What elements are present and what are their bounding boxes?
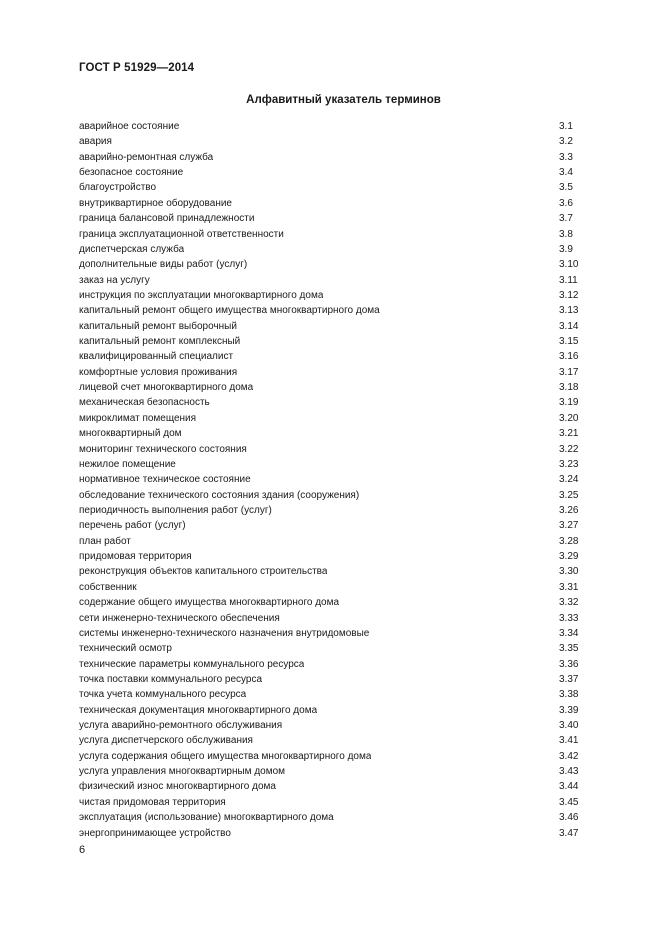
term-text: услуга диспетчерского обслуживания <box>79 735 253 747</box>
term-index-row <box>79 119 583 134</box>
term-text: внутриквартирное оборудование <box>79 197 232 209</box>
term-index-row <box>79 488 583 503</box>
term-text: благоустройство <box>79 182 157 194</box>
term-index-row <box>79 810 583 825</box>
term-text: дополнительные виды работ (услуг) <box>79 259 248 271</box>
term-text: реконструкция объектов капитального строительства <box>79 566 328 578</box>
term-text: механическая безопасность <box>79 397 210 409</box>
term-section-ref: 3.19 <box>559 397 579 409</box>
term-text: капитальный ремонт комплексный <box>79 336 241 348</box>
term-text: системы инженерно-технического назначения внутридомовые <box>79 627 370 639</box>
term-index-row <box>79 503 583 518</box>
index-title: Алфавитный указатель терминов <box>246 94 441 106</box>
term-index-row <box>79 242 583 257</box>
term-index-row <box>79 134 583 149</box>
term-section-ref: 3.36 <box>559 658 579 670</box>
term-text: технический осмотр <box>79 643 172 655</box>
term-index-list <box>79 119 583 841</box>
term-text: перечень работ (услуг) <box>79 520 186 532</box>
page-number: 6 <box>79 844 86 856</box>
term-text: инструкция по эксплуатации многоквартирного дома <box>79 289 324 301</box>
term-index-row <box>79 150 583 165</box>
term-section-ref: 3.17 <box>559 366 579 378</box>
term-text: содержание общего имущества многоквартирного дома <box>79 597 340 609</box>
term-index-row <box>79 288 583 303</box>
term-section-ref: 3.23 <box>559 458 579 470</box>
term-section-ref: 3.4 <box>559 167 573 179</box>
term-section-ref: 3.30 <box>559 566 579 578</box>
term-text: капитальный ремонт общего имущества многоквартирного дома <box>79 305 380 317</box>
term-index-row <box>79 764 583 779</box>
term-index-row <box>79 518 583 533</box>
term-text: диспетчерская служба <box>79 243 185 255</box>
term-index-row <box>79 687 583 702</box>
term-text: обследование технического состояния здания (сооружения) <box>79 489 360 501</box>
term-section-ref: 3.35 <box>559 643 579 655</box>
term-index-row <box>79 365 583 380</box>
term-index-row <box>79 334 583 349</box>
term-text: придомовая территория <box>79 551 192 563</box>
term-text: граница балансовой принадлежности <box>79 213 255 225</box>
term-text: безопасное состояние <box>79 167 184 179</box>
term-text: микроклимат помещения <box>79 412 197 424</box>
term-index-row <box>79 703 583 718</box>
term-index-row <box>79 779 583 794</box>
term-text: нормативное техническое состояние <box>79 474 251 486</box>
term-section-ref: 3.38 <box>559 689 579 701</box>
term-index-row <box>79 257 583 272</box>
term-section-ref: 3.6 <box>559 197 573 209</box>
term-index-row <box>79 411 583 426</box>
term-section-ref: 3.32 <box>559 597 579 609</box>
term-index-row <box>79 826 583 841</box>
term-text: комфортные условия проживания <box>79 366 238 378</box>
term-index-row <box>79 718 583 733</box>
term-section-ref: 3.37 <box>559 673 579 685</box>
term-text: нежилое помещение <box>79 458 176 470</box>
term-section-ref: 3.21 <box>559 428 579 440</box>
term-index-row <box>79 349 583 364</box>
term-text: точка поставки коммунального ресурса <box>79 673 263 685</box>
term-text: аварийно-ремонтная служба <box>79 151 214 163</box>
term-index-row <box>79 672 583 687</box>
term-text: граница эксплуатационной ответственности <box>79 228 284 240</box>
term-section-ref: 3.28 <box>559 535 579 547</box>
term-index-row <box>79 611 583 626</box>
term-section-ref: 3.43 <box>559 766 579 778</box>
term-index-row <box>79 564 583 579</box>
term-section-ref: 3.33 <box>559 612 579 624</box>
term-section-ref: 3.25 <box>559 489 579 501</box>
term-index-row <box>79 657 583 672</box>
term-section-ref: 3.5 <box>559 182 573 194</box>
term-text: услуга аварийно-ремонтного обслуживания <box>79 720 283 732</box>
term-section-ref: 3.7 <box>559 213 573 225</box>
term-section-ref: 3.42 <box>559 750 579 762</box>
term-section-ref: 3.34 <box>559 627 579 639</box>
term-index-row <box>79 580 583 595</box>
term-index-row <box>79 196 583 211</box>
term-text: периодичность выполнения работ (услуг) <box>79 504 272 516</box>
term-index-row <box>79 303 583 318</box>
term-section-ref: 3.29 <box>559 551 579 563</box>
term-section-ref: 3.45 <box>559 796 579 808</box>
term-section-ref: 3.3 <box>559 151 573 163</box>
term-section-ref: 3.8 <box>559 228 573 240</box>
term-section-ref: 3.1 <box>559 121 573 132</box>
term-text: техническая документация многоквартирного дома <box>79 704 318 716</box>
term-index-row <box>79 211 583 226</box>
term-text: энергопринимающее устройство <box>79 827 231 839</box>
document-code: ГОСТ Р 51929—2014 <box>79 62 195 74</box>
term-section-ref: 3.14 <box>559 320 579 332</box>
term-index-row <box>79 457 583 472</box>
term-section-ref: 3.22 <box>559 443 579 455</box>
term-text: услуга управления многоквартирным домом <box>79 766 286 778</box>
term-section-ref: 3.16 <box>559 351 579 363</box>
term-index-row <box>79 733 583 748</box>
term-text: сети инженерно-технического обеспечения <box>79 612 280 624</box>
term-section-ref: 3.10 <box>559 259 579 271</box>
term-text: чистая придомовая территория <box>79 796 226 808</box>
term-section-ref: 3.2 <box>559 136 573 148</box>
term-index-row <box>79 626 583 641</box>
term-text: авария <box>79 136 112 148</box>
term-index-row <box>79 426 583 441</box>
term-section-ref: 3.27 <box>559 520 579 532</box>
term-text: аварийное состояние <box>79 121 180 132</box>
term-section-ref: 3.13 <box>559 305 579 317</box>
term-text: лицевой счет многоквартирного дома <box>79 382 254 394</box>
term-index-row <box>79 795 583 810</box>
term-index-row <box>79 180 583 195</box>
term-index-row <box>79 595 583 610</box>
term-text: точка учета коммунального ресурса <box>79 689 247 701</box>
term-section-ref: 3.31 <box>559 581 579 593</box>
term-text: заказ на услугу <box>79 274 150 286</box>
term-section-ref: 3.11 <box>559 274 578 286</box>
term-section-ref: 3.39 <box>559 704 579 716</box>
term-text: физический износ многоквартирного дома <box>79 781 276 793</box>
term-section-ref: 3.26 <box>559 504 579 516</box>
term-text: собственник <box>79 581 137 593</box>
term-text: технические параметры коммунального ресурса <box>79 658 305 670</box>
term-section-ref: 3.12 <box>559 289 579 301</box>
term-index-row <box>79 442 583 457</box>
term-index-row <box>79 380 583 395</box>
term-text: эксплуатация (использование) многоквартирного дома <box>79 812 334 824</box>
term-section-ref: 3.41 <box>559 735 579 747</box>
term-section-ref: 3.9 <box>559 243 573 255</box>
term-section-ref: 3.46 <box>559 812 579 824</box>
term-section-ref: 3.40 <box>559 720 579 732</box>
term-text: план работ <box>79 535 131 547</box>
term-index-row <box>79 749 583 764</box>
term-index-row <box>79 165 583 180</box>
term-section-ref: 3.24 <box>559 474 579 486</box>
term-index-row <box>79 549 583 564</box>
term-index-row <box>79 319 583 334</box>
term-section-ref: 3.20 <box>559 412 579 424</box>
term-index-row <box>79 472 583 487</box>
term-section-ref: 3.47 <box>559 827 579 839</box>
term-index-row <box>79 227 583 242</box>
term-section-ref: 3.15 <box>559 336 579 348</box>
term-text: капитальный ремонт выборочный <box>79 320 237 332</box>
term-text: мониторинг технического состояния <box>79 443 247 455</box>
term-index-row <box>79 534 583 549</box>
term-text: квалифицированный специалист <box>79 351 234 363</box>
term-index-row <box>79 395 583 410</box>
term-index-row <box>79 641 583 656</box>
term-text: многоквартирный дом <box>79 428 182 440</box>
term-section-ref: 3.18 <box>559 382 579 394</box>
term-index-row <box>79 273 583 288</box>
term-section-ref: 3.44 <box>559 781 579 793</box>
term-text: услуга содержания общего имущества многоквартирного дома <box>79 750 372 762</box>
